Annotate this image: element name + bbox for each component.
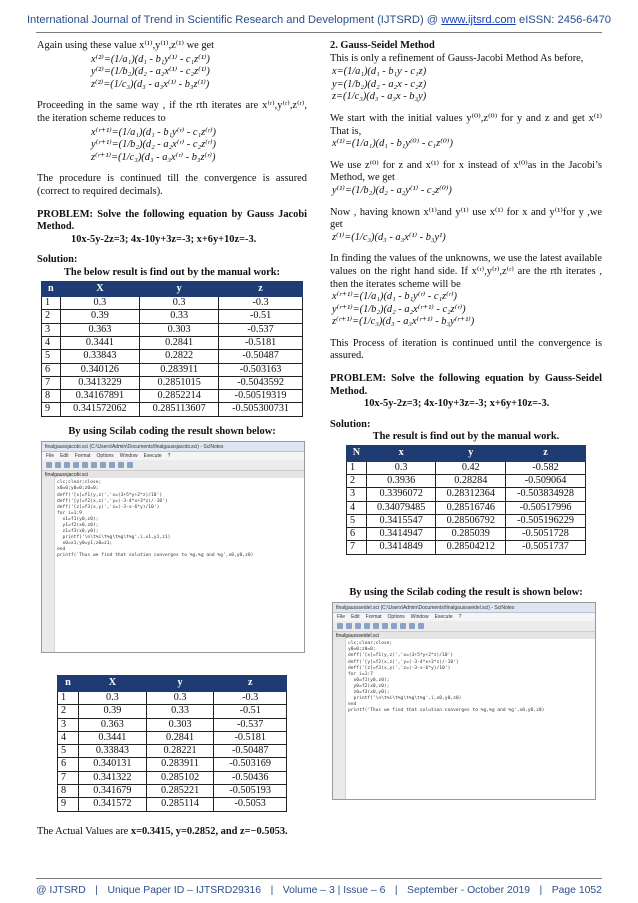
code-line: printf('\n\t%i\t%g\t%g\t%g',i,x1,y1,z1)	[57, 535, 171, 541]
equation: y⁽ʳ⁺¹⁾=(1/b₂)(d₂ - a₂x⁽ʳ⁺¹⁾ - c₂z⁽ʳ⁾)	[332, 303, 466, 315]
open-file-icon[interactable]	[346, 623, 352, 629]
save-icon[interactable]	[355, 623, 361, 629]
table-cell: 0.28506792	[436, 514, 506, 527]
redo-icon[interactable]	[382, 623, 388, 629]
section-heading: 2. Gauss-Seidel Method	[330, 40, 435, 51]
table-cell: 0.2851015	[140, 376, 219, 389]
table-cell: 0.39	[60, 310, 139, 323]
table-row	[42, 350, 303, 363]
table-cell: 1	[347, 461, 367, 474]
table-row	[42, 376, 303, 389]
table-row	[42, 390, 303, 403]
equation: z⁽¹⁾=(1/c₃)(d₃ - a₃x⁽¹⁾ - b₃y¹)	[332, 231, 446, 243]
code-line: z1=f3(x0,y0);	[57, 529, 99, 535]
save-icon[interactable]	[64, 462, 70, 468]
actual-values-text	[37, 826, 307, 839]
left-column	[37, 40, 307, 842]
table-cell: -0.50436	[214, 771, 287, 784]
table-cell: 0.3441	[60, 336, 139, 349]
table-cell: 7	[58, 771, 79, 784]
equation: y⁽ʳ⁺¹⁾=(1/b₂)(d₂ - a₂x⁽ʳ⁾ - c₂z⁽ʳ⁾)	[91, 139, 216, 151]
undo-icon[interactable]	[373, 623, 379, 629]
footer-separator: |	[95, 885, 98, 896]
menu-item[interactable]: Window	[119, 453, 138, 460]
equation: x⁽¹⁾=(1/a₁)(d₁ - b₁y⁽⁰⁾ - c₁z⁽⁰⁾)	[332, 138, 453, 150]
table-row	[347, 461, 586, 474]
table-cell: 0.341322	[79, 771, 147, 784]
table-cell: -0.3	[219, 297, 303, 310]
table-row	[58, 731, 287, 744]
table-cell: -0.537	[214, 718, 287, 731]
table-cell: 0.363	[60, 323, 139, 336]
menu-item[interactable]: Options	[96, 453, 114, 460]
equation: x⁽²⁾=(1/a₁)(d₁ - b₁y⁽¹⁾ - c₁z⁽¹⁾)	[91, 53, 210, 65]
table-cell: -0.503163	[219, 363, 303, 376]
code-line: deff('[x]=f1(y,z)','x=(3+5*y+2*z)/10')	[57, 492, 163, 498]
table-cell: 5	[42, 350, 61, 363]
code-line: x0=x1;y0=y1;z0=z1;	[57, 541, 113, 547]
equation-system: 10x-5y-2z=3; 4x-10y+3z=-3; x+6y+10z=-3.	[364, 398, 550, 410]
seidel-equations-2	[330, 291, 602, 329]
table-cell: 0.28221	[146, 745, 214, 758]
table-cell: -0.582	[506, 461, 586, 474]
convergence-text: The procedure is continued till the convergence is assured (correct to required decimals).	[37, 173, 307, 197]
table-row	[347, 501, 586, 514]
table-cell: 0.303	[146, 718, 214, 731]
right-column	[330, 40, 602, 800]
table-cell: -0.505193	[214, 785, 287, 798]
seidel-equations-1	[330, 66, 602, 104]
code-line: clc;clear;close;	[57, 480, 102, 486]
table-cell: 0.3441	[79, 731, 147, 744]
table-cell: 0.3396072	[366, 488, 436, 501]
table-cell: 0.33	[146, 705, 214, 718]
scinotes-menubar	[333, 613, 595, 621]
journal-link[interactable]: www.ijtsrd.com	[441, 14, 516, 26]
run-icon[interactable]	[418, 623, 424, 629]
table-row	[58, 785, 287, 798]
footer-separator: |	[270, 885, 274, 896]
table-cell: -0.537	[219, 323, 303, 336]
footer-volume: Volume – 3 | Issue – 6	[282, 885, 386, 896]
column-header: y	[436, 446, 506, 462]
code-line: printf('\n\t%i\t%g\t%g\t%g',i,x0,y0,z0)	[348, 696, 462, 702]
file-tab[interactable]: finalgaussjacobi.sci	[42, 471, 304, 479]
table-row	[347, 488, 586, 501]
actual-values-prefix: The Actual Values are	[37, 825, 131, 837]
header-divider	[36, 32, 602, 33]
table-caption: The result is find out by the manual work.	[372, 431, 560, 443]
open-file-icon[interactable]	[55, 462, 61, 468]
code-line: deff('[z]=f3(x,y)','z=(-3-x-6*y)/10')	[57, 504, 160, 510]
table-cell: 5	[347, 514, 367, 527]
now-text: Now , having known x⁽¹⁾and y⁽¹⁾ use x⁽¹⁾ for x and y⁽¹⁾for y ,we get	[330, 206, 602, 231]
code-line: deff('[y]=f2(x,z)','y=(-3-4*x+3*z)/-10')	[348, 659, 459, 665]
code-line: x1=f1(y0,z0);	[57, 516, 99, 522]
file-tab[interactable]: finalgaussseidel.sci	[333, 632, 595, 640]
table-cell: 0.3	[146, 691, 214, 704]
table-cell: 0.285221	[146, 785, 214, 798]
table-cell: 1	[58, 691, 79, 704]
line-gutter	[333, 639, 346, 799]
redo-icon[interactable]	[91, 462, 97, 468]
table-cell: -0.509064	[506, 474, 586, 487]
menu-item[interactable]: Options	[387, 614, 405, 620]
menu-item[interactable]: File	[46, 453, 55, 460]
table-cell: 7	[42, 376, 61, 389]
table-cell: -0.505196229	[506, 514, 586, 527]
table-cell: 0.28284	[436, 474, 506, 487]
table-cell: 2	[347, 474, 367, 487]
table-row	[42, 297, 303, 310]
table-cell: 0.3414947	[366, 528, 436, 541]
table-cell: 6	[58, 758, 79, 771]
code-line: deff('[x]=f1(y,z)','x=(3+5*y+2*z)/10')	[348, 653, 454, 659]
table-cell: 0.283911	[146, 758, 214, 771]
table-cell: 0.39	[79, 705, 147, 718]
column-header: y	[140, 281, 219, 297]
menu-item[interactable]: Execute	[143, 453, 162, 460]
column-header: y	[146, 676, 214, 692]
table-cell: 0.2822	[140, 350, 219, 363]
table-cell: 0.3	[60, 297, 139, 310]
table-cell: -0.5181	[219, 336, 303, 349]
table-cell: -0.503169	[214, 758, 287, 771]
code-line: for i=1:9	[57, 510, 82, 516]
table-cell: 3	[42, 323, 61, 336]
table-cell: -0.5053	[214, 798, 287, 811]
column-header: n	[42, 281, 61, 297]
menu-item[interactable]: Format	[74, 453, 91, 460]
table-row	[42, 403, 303, 416]
table-cell: -0.5181	[214, 731, 287, 744]
footer-page: Page 1052	[551, 885, 602, 896]
table-row	[347, 541, 586, 554]
code-editor[interactable]	[42, 478, 304, 652]
column-header: X	[79, 676, 147, 692]
table-cell: 0.3	[79, 691, 147, 704]
code-line: clc;clear;close;	[348, 641, 393, 647]
code-line: printf('Thus we find that solution converges to %g,%g and %g',x0,y0,z0)	[348, 708, 545, 714]
table-cell: 2	[58, 705, 79, 718]
print-icon[interactable]	[364, 623, 370, 629]
copy-icon[interactable]	[109, 462, 115, 468]
code-line: y1=f2(x0,z0);	[57, 523, 99, 529]
jacobi-equations-1	[37, 54, 307, 92]
code-lines	[57, 480, 302, 559]
table-cell: 0.340131	[79, 758, 147, 771]
table-cell: 0.28504212	[436, 541, 506, 554]
undo-icon[interactable]	[82, 462, 88, 468]
table-row	[58, 771, 287, 784]
window-title: finalgaussseidel.sci (C:\Users\Admin\Documents\finalgaussseidel.sci) - SciNotes	[336, 604, 515, 611]
table-cell: 8	[42, 390, 61, 403]
code-line: z0=f3(x0,y0);	[348, 690, 390, 696]
new-file-icon[interactable]	[337, 623, 343, 629]
table-cell: 0.285113607	[140, 403, 219, 416]
menu-item[interactable]: Execute	[434, 614, 453, 620]
table-header-row	[42, 281, 303, 297]
equation: z=(1/c₃)(d₃ - a₃x - b₃y)	[332, 91, 427, 103]
problem-statement: PROBLEM: Solve the following equation by Gauss Jacobi Method.	[37, 208, 307, 233]
equation: x⁽ʳ⁺¹⁾=(1/a₁)(d₁ - b₁y⁽ʳ⁾ - c₁z⁽ʳ⁾)	[91, 126, 216, 138]
code-line: end	[57, 547, 66, 553]
table-cell: 0.2841	[146, 731, 214, 744]
scinotes-menubar	[42, 452, 304, 460]
table-cell: 0.42	[436, 461, 506, 474]
table-row	[347, 528, 586, 541]
table-cell: 1	[42, 297, 61, 310]
window-title: finalgaussjacobi.sci (C:\Users\Admin\Documents\finalgaussjacobi.sci) - SciNotes	[45, 443, 224, 450]
footer-divider	[36, 878, 602, 879]
code-line: y0=f2(x0,z0);	[348, 683, 390, 689]
solution-heading: Solution:	[330, 418, 371, 430]
footer-brand: @ IJTSRD	[36, 885, 86, 896]
table-cell: 5	[58, 745, 79, 758]
table-row	[58, 705, 287, 718]
table-row	[42, 323, 303, 336]
table-cell: 0.3415547	[366, 514, 436, 527]
table-row	[58, 745, 287, 758]
menu-item[interactable]: File	[337, 614, 346, 620]
footer-date: September - October 2019	[407, 885, 531, 896]
table-row	[58, 691, 287, 704]
problem-statement: PROBLEM: Solve the following equation by Gauss-Seidel Method.	[330, 373, 602, 397]
table-cell: -0.5051728	[506, 528, 586, 541]
table-cell: 6	[42, 363, 61, 376]
table-row	[347, 514, 586, 527]
code-line: end	[348, 702, 357, 708]
column-header: n	[58, 676, 79, 692]
table-cell: 0.285102	[146, 771, 214, 784]
table-cell: 4	[42, 336, 61, 349]
table-header-row	[58, 676, 287, 692]
table-cell: -0.50487	[219, 350, 303, 363]
table-cell: 0.285039	[436, 528, 506, 541]
jacobi-manual-table	[41, 281, 303, 417]
cut-icon[interactable]	[100, 462, 106, 468]
equation: z⁽ʳ⁺¹⁾=(1/c₃)(d₃ - a₃x⁽ʳ⁾ - b₃z⁽ʳ⁾)	[91, 151, 216, 163]
solution-heading: Solution:	[37, 254, 78, 266]
table-cell: 6	[347, 528, 367, 541]
table-row	[42, 310, 303, 323]
table-cell: 0.3414849	[366, 541, 436, 554]
equation: x⁽ʳ⁺¹⁾=(1/a₁)(d₁ - b₁y⁽ʳ⁾ - c₁z⁽ʳ⁾)	[332, 291, 457, 303]
table-cell: 2	[42, 310, 61, 323]
use-text: We use z⁽⁰⁾ for z and x⁽¹⁾ for x instead of x⁽⁰⁾as in the Jacobi’s Method, we get	[330, 159, 602, 184]
jacobi-equations-2	[37, 127, 307, 165]
column-header: N	[347, 446, 367, 462]
process-text: This Process of iteration is continued until the convergence is assured.	[330, 337, 602, 362]
menu-item[interactable]: Edit	[60, 453, 69, 460]
scilab-caption: By using the Scilab coding the result is shown below:	[349, 586, 583, 598]
column-header: x	[366, 446, 436, 462]
column-header: X	[60, 281, 139, 297]
code-line: printf('Thus we find that solution converges to %g,%g and %g',x0,y0,z0)	[57, 553, 254, 559]
table-cell: 0.33843	[60, 350, 139, 363]
table-cell: 0.285114	[146, 798, 214, 811]
jacobi-intro: Again using these value x⁽¹⁾,y⁽¹⁾,z⁽¹⁾ we get	[37, 40, 215, 51]
code-line: for i=1:7	[348, 671, 373, 677]
table-cell: 0.33	[140, 310, 219, 323]
table-cell: -0.3	[214, 691, 287, 704]
start-text: We start with the initial values y⁽⁰⁾,z⁽⁰⁾ for y and z and get x⁽¹⁾ That is,	[330, 112, 602, 137]
table-cell: -0.51	[214, 705, 287, 718]
table-cell: 3	[58, 718, 79, 731]
actual-values: x=0.3415, y=0.2852, and z=−0.5053.	[130, 825, 288, 837]
equation: z⁽²⁾=(1/c₃)(d₃ - a₃x⁽¹⁾ - b₃z⁽¹⁾)	[91, 78, 210, 90]
print-icon[interactable]	[73, 462, 79, 468]
paste-icon[interactable]	[409, 623, 415, 629]
menu-item[interactable]: Format	[365, 614, 382, 620]
table-cell: -0.50519319	[219, 390, 303, 403]
table-cell: 0.28312364	[436, 488, 506, 501]
page-footer	[36, 885, 602, 896]
menu-item[interactable]: ?	[167, 453, 171, 460]
table-cell: -0.505300731	[219, 403, 303, 416]
table-row	[58, 758, 287, 771]
copy-icon[interactable]	[400, 623, 406, 629]
table-cell: -0.5043592	[219, 376, 303, 389]
table-cell: 0.28516746	[436, 501, 506, 514]
table-caption: The below result is find out by the manual work:	[63, 266, 281, 278]
table-row	[42, 363, 303, 376]
table-header-row	[347, 446, 586, 462]
new-file-icon[interactable]	[46, 462, 52, 468]
table-cell: -0.5051737	[506, 541, 586, 554]
scilab-screenshot-jacobi	[41, 441, 305, 653]
code-lines	[348, 641, 593, 714]
table-cell: -0.50487	[214, 745, 287, 758]
table-cell: 0.3413229	[60, 376, 139, 389]
code-line: deff('[z]=f3(x,y)','z=(-3-x-6*y)/10')	[348, 665, 451, 671]
code-line: x0=f1(y0,z0);	[348, 677, 390, 683]
table-cell: 0.3936	[366, 474, 436, 487]
table-row	[58, 718, 287, 731]
line-gutter	[42, 478, 55, 652]
journal-title: International Journal of Trend in Scientific Research and Development (IJTSRD) @	[26, 14, 442, 26]
equation-system: 10x-5y-2z=3; 4x-10y+3z=-3; x+6y+10z=-3.	[71, 233, 257, 245]
footer-paper-id: Unique Paper ID – IJTSRD29316	[107, 885, 262, 896]
menu-item[interactable]: ?	[458, 614, 462, 620]
finding-text: In finding the values of the unknowns, we use the latest available values on the right hand side. If x⁽ʳ⁾,y⁽ʳ⁾,z⁽ʳ⁾ are the rth iterates , then the iterates scheme will be	[330, 253, 602, 290]
equation: x=(1/a₁)(d₁ - b₁y - c₁z)	[332, 66, 427, 78]
table-cell: -0.50517996	[506, 501, 586, 514]
table-row	[58, 798, 287, 811]
column-header: z	[506, 446, 586, 462]
run-icon[interactable]	[127, 462, 133, 468]
footer-separator: |	[539, 885, 543, 896]
table-cell: 0.3	[140, 297, 219, 310]
table-cell: -0.51	[219, 310, 303, 323]
table-cell: -0.503834928	[506, 488, 586, 501]
jacobi-scilab-table	[57, 675, 287, 811]
table-cell: 0.341679	[79, 785, 147, 798]
table-cell: 0.2852214	[140, 390, 219, 403]
proceeding-text: Proceeding in the same way , if the rth iterates are x⁽ʳ⁾,y⁽ʳ⁾,z⁽ʳ⁾, the iteration scheme reduces to	[37, 100, 307, 124]
table-cell: 0.34079485	[366, 501, 436, 514]
journal-issn: eISSN: 2456-6470	[515, 14, 612, 26]
code-editor[interactable]	[333, 639, 595, 799]
table-cell: 0.2841	[140, 336, 219, 349]
column-header: z	[219, 281, 303, 297]
code-line: x0=0;y0=0;z0=0;	[57, 486, 99, 492]
table-cell: 8	[58, 785, 79, 798]
table-cell: 3	[347, 488, 367, 501]
menu-item[interactable]: Edit	[351, 614, 360, 620]
table-cell: 7	[347, 541, 367, 554]
table-cell: 0.341572062	[60, 403, 139, 416]
table-cell: 0.34167891	[60, 390, 139, 403]
seidel-manual-table	[346, 445, 586, 555]
equation: y⁽²⁾=(1/b₂)(d₂ - a₂x⁽¹⁾ - c₂z⁽¹⁾)	[91, 66, 210, 78]
table-cell: 0.33843	[79, 745, 147, 758]
table-cell: 9	[42, 403, 61, 416]
table-cell: 0.340126	[60, 363, 139, 376]
code-line: deff('[y]=f2(x,z)','y=(-3-4*x+3*z)/-10')	[57, 498, 168, 504]
table-cell: 9	[58, 798, 79, 811]
table-cell: 4	[58, 731, 79, 744]
equation: y=(1/b₂)(d₂ - a₂x - c₂z)	[332, 78, 427, 90]
table-cell: 4	[347, 501, 367, 514]
table-cell: 0.283911	[140, 363, 219, 376]
table-row	[347, 474, 586, 487]
equation: z⁽ʳ⁺¹⁾=(1/c₃)(d₃ - a₃x⁽ʳ⁺¹⁾ - b₃y⁽ʳ⁺¹⁾)	[332, 316, 475, 328]
table-cell: 0.341572	[79, 798, 147, 811]
column-header: z	[214, 676, 287, 692]
footer-separator: |	[394, 885, 398, 896]
scilab-screenshot-seidel	[332, 602, 596, 800]
menu-item[interactable]: Window	[410, 614, 429, 620]
table-cell: 0.3	[366, 461, 436, 474]
seidel-intro: This is only a refinement of Gauss-Jacobi Method As before,	[330, 52, 584, 64]
cut-icon[interactable]	[391, 623, 397, 629]
journal-header	[0, 14, 638, 26]
table-row	[42, 336, 303, 349]
scilab-caption: By using Scilab coding the result shown below:	[68, 425, 276, 437]
equation: y⁽¹⁾=(1/b₂)(d₂ - a₂y⁽¹⁾ - c₂z⁽⁰⁾)	[332, 184, 452, 196]
table-cell: 0.363	[79, 718, 147, 731]
code-line: y0=0;z0=0;	[348, 647, 376, 653]
paste-icon[interactable]	[118, 462, 124, 468]
table-cell: 0.303	[140, 323, 219, 336]
